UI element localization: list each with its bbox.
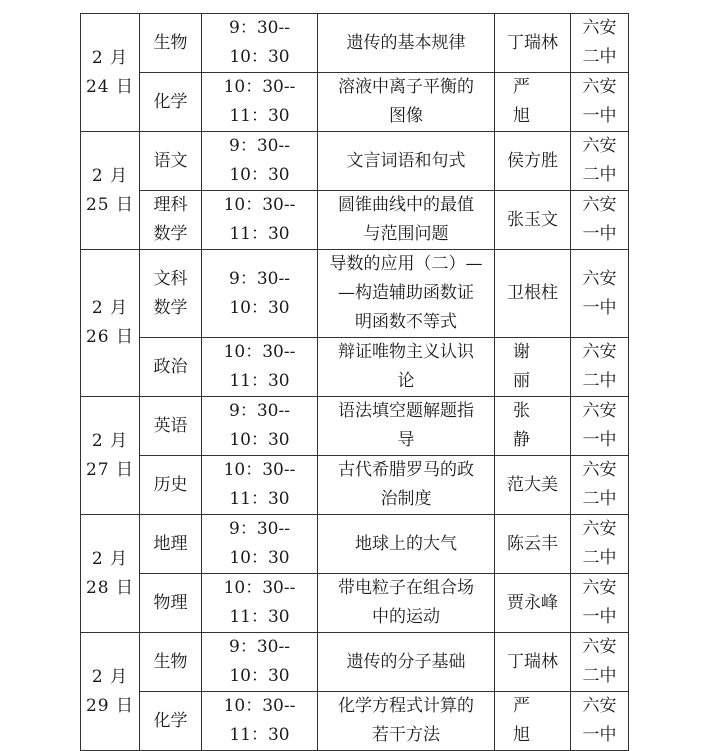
teacher-cell: 卫根柱 bbox=[495, 250, 571, 338]
date-month: 2 月 bbox=[91, 430, 129, 451]
date-cell bbox=[81, 132, 140, 250]
subject-cell-line: 文科 bbox=[153, 268, 188, 289]
time-cell bbox=[202, 132, 318, 191]
time-cell-line: 10：30 bbox=[229, 297, 290, 318]
time-cell bbox=[202, 250, 318, 338]
school-cell bbox=[571, 397, 629, 456]
school-cell-line: 六安 bbox=[582, 77, 617, 97]
topic-cell bbox=[318, 132, 495, 191]
school-cell-line: 一中 bbox=[582, 430, 617, 450]
time-cell bbox=[202, 456, 318, 515]
topic-cell-line: 溶液中离子平衡的 bbox=[338, 77, 474, 97]
school-cell bbox=[571, 692, 629, 751]
table-row bbox=[81, 397, 629, 456]
topic-cell-line: 中的运动 bbox=[372, 607, 440, 627]
teacher-cell: 范大美 bbox=[495, 456, 571, 515]
time-cell-line: 10：30-- bbox=[223, 195, 296, 215]
time-cell-line: 10：30 bbox=[229, 47, 290, 67]
school-cell-line: 二中 bbox=[582, 47, 617, 67]
school-cell bbox=[571, 191, 629, 250]
subject-cell-line: 化学 bbox=[153, 91, 188, 112]
time-cell-line: 10：30-- bbox=[223, 696, 296, 716]
subject-cell bbox=[140, 338, 202, 397]
time-cell-line: 10：30-- bbox=[223, 460, 296, 480]
school-cell-line: 六安 bbox=[582, 460, 617, 480]
topic-cell bbox=[318, 250, 495, 338]
subject-cell-line: 历史 bbox=[153, 474, 188, 495]
date-cell bbox=[81, 250, 140, 397]
date-day: 28 日 bbox=[85, 577, 135, 598]
school-cell bbox=[571, 338, 629, 397]
table-row bbox=[81, 14, 629, 73]
school-cell bbox=[571, 456, 629, 515]
time-cell-line: 11：30 bbox=[229, 607, 290, 627]
school-cell-line: 一中 bbox=[582, 607, 617, 627]
school-cell-line: 二中 bbox=[582, 666, 617, 686]
time-cell-line: 10：30-- bbox=[223, 578, 296, 598]
subject-cell bbox=[140, 633, 202, 692]
date-cell bbox=[81, 14, 140, 132]
school-cell bbox=[571, 515, 629, 574]
subject-cell bbox=[140, 574, 202, 633]
time-cell-line: 11：30 bbox=[229, 725, 290, 745]
date-month: 2 月 bbox=[91, 47, 129, 68]
time-cell-line: 9：30-- bbox=[229, 637, 290, 657]
subject-cell-line: 英语 bbox=[153, 415, 188, 436]
time-cell-line: 10：30 bbox=[229, 165, 290, 185]
date-month: 2 月 bbox=[91, 165, 129, 186]
date-cell bbox=[81, 515, 140, 633]
topic-cell-line: 文言词语和句式 bbox=[346, 150, 466, 171]
topic-cell-line: 明函数不等式 bbox=[355, 312, 457, 332]
school-cell-line: 二中 bbox=[582, 165, 617, 185]
school-cell-line: 一中 bbox=[582, 224, 617, 244]
date-month: 2 月 bbox=[91, 666, 129, 687]
time-cell-line: 11：30 bbox=[229, 106, 290, 126]
teacher-cell: 张静 bbox=[495, 397, 571, 456]
time-cell bbox=[202, 692, 318, 751]
school-cell bbox=[571, 250, 629, 338]
date-day: 24 日 bbox=[85, 76, 135, 97]
subject-cell-line: 数学 bbox=[153, 224, 188, 244]
subject-cell-line: 数学 bbox=[153, 297, 188, 318]
time-cell-line: 9：30-- bbox=[229, 519, 290, 539]
topic-cell-line: 与范围问题 bbox=[363, 224, 449, 244]
school-cell-line: 六安 bbox=[582, 136, 617, 156]
topic-cell-line: 辩证唯物主义认识 bbox=[338, 342, 474, 362]
subject-cell-line: 政治 bbox=[153, 356, 188, 377]
time-cell-line: 9：30-- bbox=[229, 268, 290, 289]
date-month: 2 月 bbox=[91, 548, 129, 569]
topic-cell-line: 论 bbox=[397, 371, 415, 391]
time-cell-line: 11：30 bbox=[229, 224, 290, 244]
topic-cell-line: 图像 bbox=[389, 106, 423, 126]
topic-cell-line: 地球上的大气 bbox=[355, 533, 457, 554]
school-cell-line: 六安 bbox=[582, 268, 617, 289]
topic-cell-line: 古代希腊罗马的政 bbox=[338, 460, 474, 480]
date-month: 2 月 bbox=[91, 298, 129, 318]
subject-cell-line: 地理 bbox=[153, 533, 188, 554]
table-row bbox=[81, 633, 629, 692]
school-cell-line: 六安 bbox=[582, 195, 617, 215]
table-row bbox=[81, 515, 629, 574]
teacher-cell: 丁瑞林 bbox=[495, 14, 571, 73]
school-cell bbox=[571, 132, 629, 191]
subject-cell bbox=[140, 14, 202, 73]
time-cell-line: 10：30-- bbox=[223, 77, 296, 97]
school-cell-line: 六安 bbox=[582, 342, 617, 362]
time-cell-line: 10：30 bbox=[229, 548, 290, 568]
date-day: 27 日 bbox=[85, 459, 135, 480]
time-cell-line: 10：30 bbox=[229, 430, 290, 450]
time-cell-line: 9：30-- bbox=[229, 18, 290, 38]
teacher-cell: 陈云丰 bbox=[495, 515, 571, 574]
time-cell-line: 10：30 bbox=[229, 666, 290, 686]
topic-cell bbox=[318, 633, 495, 692]
schedule-table bbox=[80, 13, 629, 751]
time-cell bbox=[202, 633, 318, 692]
subject-cell bbox=[140, 456, 202, 515]
teacher-cell: 严旭 bbox=[495, 692, 571, 751]
time-cell bbox=[202, 338, 318, 397]
table-row bbox=[81, 692, 629, 751]
subject-cell bbox=[140, 397, 202, 456]
topic-cell-line: 导数的应用（二）— bbox=[329, 254, 483, 274]
subject-cell-line: 生物 bbox=[153, 651, 188, 672]
school-cell-line: 六安 bbox=[582, 578, 617, 598]
school-cell bbox=[571, 73, 629, 132]
date-cell bbox=[81, 633, 140, 751]
teacher-cell: 谢丽 bbox=[495, 338, 571, 397]
topic-cell-line: —构造辅助函数证 bbox=[338, 283, 474, 303]
topic-cell-line: 带电粒子在组合场 bbox=[338, 578, 474, 598]
teacher-cell: 侯方胜 bbox=[495, 132, 571, 191]
table-row bbox=[81, 456, 629, 515]
school-cell-line: 六安 bbox=[582, 401, 617, 421]
topic-cell-line: 遗传的分子基础 bbox=[346, 651, 466, 672]
subject-cell-line: 理科 bbox=[153, 195, 188, 215]
topic-cell bbox=[318, 574, 495, 633]
teacher-cell: 严旭 bbox=[495, 73, 571, 132]
time-cell bbox=[202, 515, 318, 574]
time-cell bbox=[202, 397, 318, 456]
table-row bbox=[81, 132, 629, 191]
topic-cell-line: 遗传的基本规律 bbox=[346, 32, 466, 53]
topic-cell bbox=[318, 338, 495, 397]
time-cell bbox=[202, 73, 318, 132]
school-cell bbox=[571, 574, 629, 633]
teacher-cell: 丁瑞林 bbox=[495, 633, 571, 692]
subject-cell-line: 化学 bbox=[153, 710, 188, 731]
topic-cell bbox=[318, 692, 495, 751]
school-cell-line: 一中 bbox=[582, 725, 617, 745]
school-cell bbox=[571, 633, 629, 692]
table-row bbox=[81, 73, 629, 132]
topic-cell-line: 化学方程式计算的 bbox=[338, 696, 474, 716]
school-cell-line: 一中 bbox=[582, 106, 617, 126]
table-row bbox=[81, 191, 629, 250]
time-cell bbox=[202, 14, 318, 73]
topic-cell bbox=[318, 14, 495, 73]
subject-cell bbox=[140, 250, 202, 338]
subject-cell bbox=[140, 692, 202, 751]
school-cell bbox=[571, 14, 629, 73]
topic-cell-line: 导 bbox=[397, 430, 415, 450]
school-cell-line: 六安 bbox=[582, 637, 617, 657]
date-day: 26 日 bbox=[85, 327, 135, 347]
school-cell-line: 一中 bbox=[582, 297, 617, 318]
date-cell bbox=[81, 397, 140, 515]
time-cell-line: 11：30 bbox=[229, 489, 290, 509]
school-cell-line: 六安 bbox=[582, 519, 617, 539]
school-cell-line: 六安 bbox=[582, 18, 617, 38]
time-cell bbox=[202, 574, 318, 633]
date-day: 25 日 bbox=[85, 194, 135, 215]
school-cell-line: 二中 bbox=[582, 548, 617, 568]
school-cell-line: 六安 bbox=[582, 696, 617, 716]
table-row bbox=[81, 250, 629, 338]
topic-cell bbox=[318, 397, 495, 456]
school-cell-line: 二中 bbox=[582, 489, 617, 509]
subject-cell bbox=[140, 191, 202, 250]
subject-cell bbox=[140, 132, 202, 191]
teacher-cell: 贾永峰 bbox=[495, 574, 571, 633]
topic-cell-line: 治制度 bbox=[380, 489, 432, 509]
table-row bbox=[81, 574, 629, 633]
topic-cell bbox=[318, 456, 495, 515]
school-cell-line: 二中 bbox=[582, 371, 617, 391]
topic-cell bbox=[318, 191, 495, 250]
subject-cell bbox=[140, 73, 202, 132]
topic-cell-line: 圆锥曲线中的最值 bbox=[338, 195, 474, 215]
time-cell-line: 11：30 bbox=[229, 371, 290, 391]
subject-cell bbox=[140, 515, 202, 574]
topic-cell-line: 语法填空题解题指 bbox=[338, 401, 474, 421]
topic-cell-line: 若干方法 bbox=[372, 725, 440, 745]
date-day: 29 日 bbox=[85, 695, 135, 716]
subject-cell-line: 物理 bbox=[153, 592, 188, 613]
schedule-body bbox=[81, 14, 629, 751]
time-cell-line: 9：30-- bbox=[229, 401, 290, 421]
time-cell bbox=[202, 191, 318, 250]
topic-cell bbox=[318, 515, 495, 574]
subject-cell-line: 语文 bbox=[153, 150, 188, 171]
subject-cell-line: 生物 bbox=[153, 32, 188, 53]
topic-cell bbox=[318, 73, 495, 132]
teacher-cell: 张玉文 bbox=[495, 191, 571, 250]
time-cell-line: 10：30-- bbox=[223, 342, 296, 362]
table-row bbox=[81, 338, 629, 397]
time-cell-line: 9：30-- bbox=[229, 136, 290, 156]
